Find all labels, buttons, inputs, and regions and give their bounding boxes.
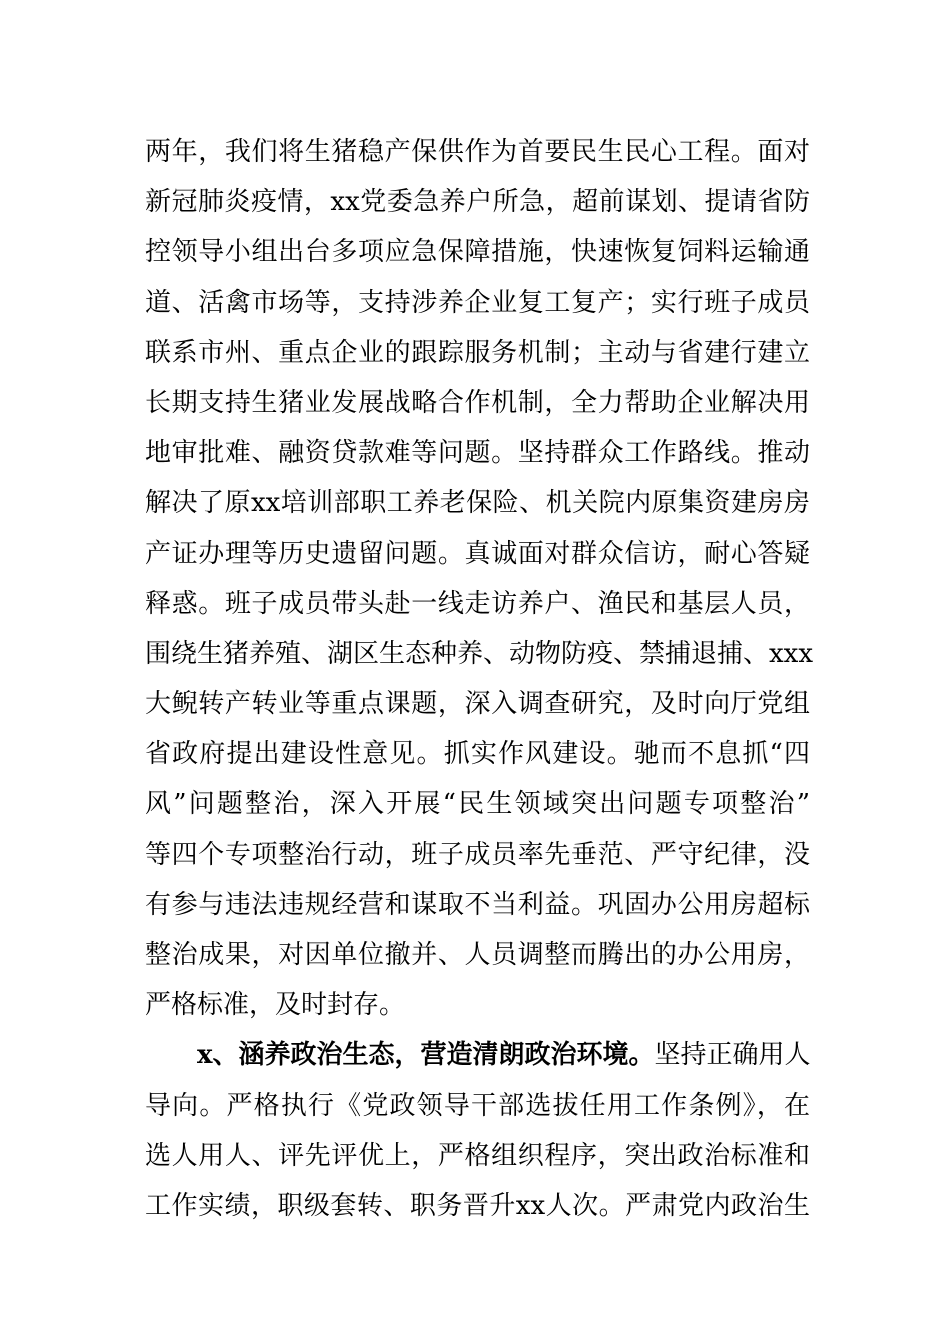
paragraph-2 xyxy=(145,1030,810,1231)
text-line: 省政府提出建设性意见。抓实作风建设。驰而不息抓“四 xyxy=(145,739,810,770)
text-line: 风”问题整治，深入开展“民生领域突出问题专项整治” xyxy=(145,789,810,820)
text-line: 地审批难、融资贷款难等问题。坚持群众工作路线。推动 xyxy=(145,438,810,469)
text-line: 产证办理等历史遗留问题。真诚面对群众信访，耐心答疑 xyxy=(145,538,810,569)
text-line: 整治成果，对因单位撤并、人员调整而腾出的办公用房， xyxy=(145,940,810,970)
text-line: 围绕生猪养殖、湖区生态种养、动物防疫、禁捕退捕、xxx xyxy=(145,638,813,669)
text-line: 释惑。班子成员带头赴一线走访养户、渔民和基层人员， xyxy=(145,588,810,619)
text-line: 联系市州、重点企业的跟踪服务机制；主动与省建行建立 xyxy=(145,337,810,368)
text-line: 新冠肺炎疫情，xx党委急养户所急，超前谋划、提请省防 xyxy=(145,187,810,218)
text-line: 解决了原xx培训部职工养老保险、机关院内原集资建房房 xyxy=(145,488,810,519)
text-line: 严格标准，及时封存。 xyxy=(145,990,406,1021)
body-text xyxy=(145,127,813,1231)
text-line: 选人用人、评先评优上，严格组织程序，突出政治标准和 xyxy=(145,1140,810,1171)
text-line: 控领导小组出台多项应急保障措施，快速恢复饲料运输通 xyxy=(145,237,810,268)
text-line: 导向。严格执行《党政领导干部选拔任用工作条例》，在 xyxy=(145,1090,810,1121)
text-line: 工作实绩，职级套转、职务晋升xx人次。严肃党内政治生 xyxy=(145,1190,810,1221)
paragraph-1 xyxy=(145,127,813,1030)
text-line: 有参与违法违规经营和谋取不当利益。巩固办公用房超标 xyxy=(145,889,810,920)
text-line: 大鲵转产转业等重点课题，深入调查研究，及时向厅党组 xyxy=(145,689,810,720)
text-line: 等四个专项整治行动，班子成员率先垂范、严守纪律，没 xyxy=(145,839,810,870)
text-line: 道、活禽市场等，支持涉养企业复工复产；实行班子成员 xyxy=(145,287,810,318)
text-line: 两年，我们将生猪稳产保供作为首要民生民心工程。面对 xyxy=(145,137,810,167)
heading-continuation: 坚持正确用人 xyxy=(654,1040,811,1071)
text-line: 长期支持生猪业发展战略合作机制，全力帮助企业解决用 xyxy=(145,387,810,418)
section-heading: x、涵养政治生态，营造清朗政治环境。 xyxy=(197,1040,655,1071)
paragraph-2-first-line xyxy=(145,1030,810,1080)
